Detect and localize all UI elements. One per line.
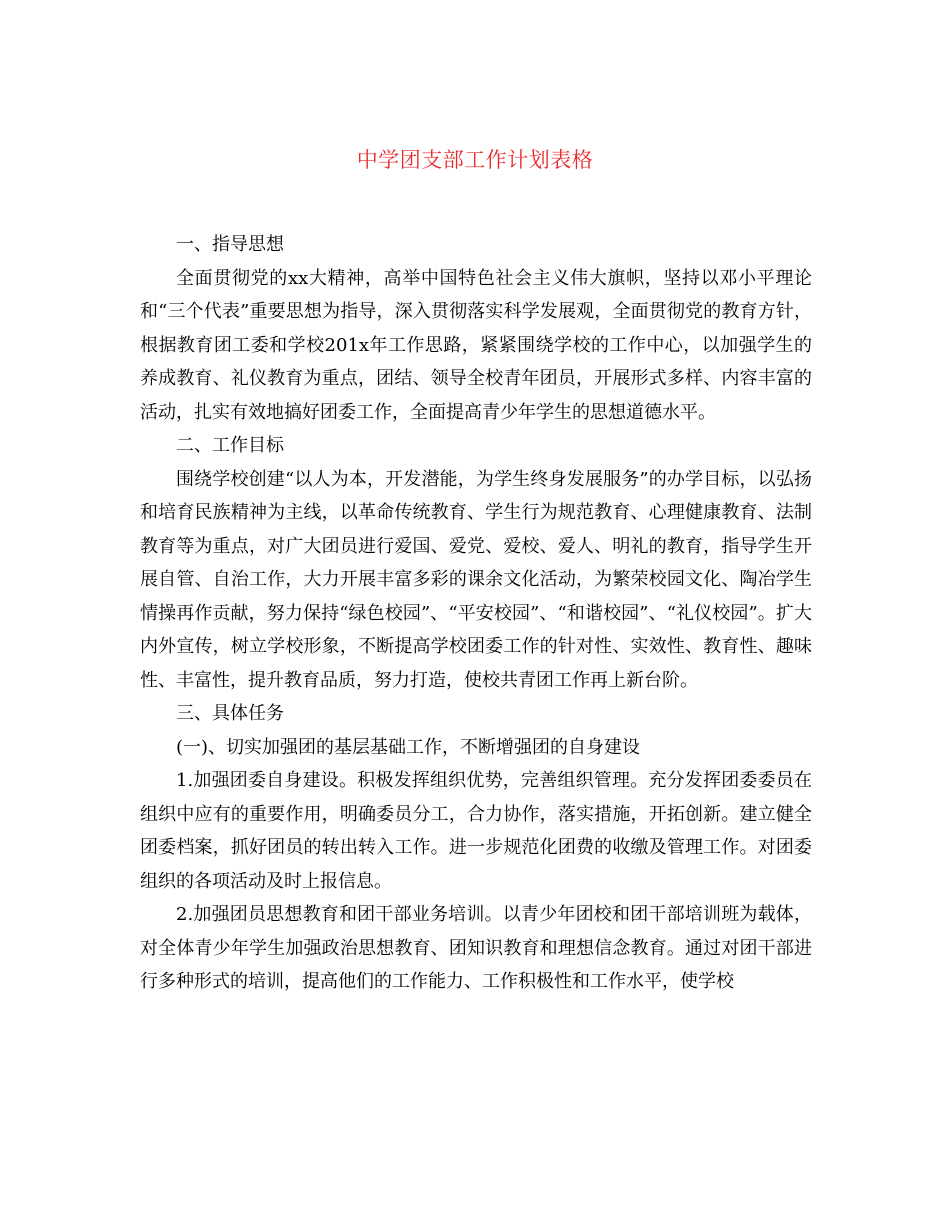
section-heading-guiding-ideology: 一、指导思想 [176,234,284,255]
section-heading-work-goals: 二、工作目标 [176,435,284,456]
section-heading-specific-tasks: 三、具体任务 [176,703,284,724]
paragraph-guiding-ideology: 全面贯彻党的xx大精神，高举中国特色社会主义伟大旗帜，坚持以邓小平理论和“三个代表”重要思想为指导，深入贯彻落实科学发展观，全面贯彻党的教育方针，根据教育团工委和学校201x年工作思路，紧紧围绕学校的工作中心，以加强学生的养成教育、礼仪教育为重点，团结、领导全校青年团员，开展形式多样、内容丰富的活动，扎实有效地搞好团委工作，全面提高青少年学生的思想道德水平。 [140,267,812,423]
paragraph-task-2: 2.加强团员思想教育和团干部业务培训。以青少年团校和团干部培训班为载体，对全体青少年学生加强政治思想教育、团知识教育和理想信念教育。通过对团干部进行多种形式的培训，提高他们的工作能力、工作积极性和工作水平，使学校 [140,904,812,992]
document-body [140,228,812,999]
subsection-heading-basic-work: (一)、切实加强团的基层基础工作，不断增强团的自身建设 [176,736,641,758]
document-title: 中学团支部工作计划表格 [356,148,594,172]
paragraph-work-goals: 围绕学校创建“以人为本，开发潜能，为学生终身发展服务”的办学目标，以弘扬和培育民族精神为主线，以革命传统教育、学生行为规范教育、心理健康教育、法制教育等为重点，对广大团员进行爱国、爱党、爱校、爱人、明礼的教育，指导学生开展自管、自治工作，大力开展丰富多彩的课余文化活动，为繁荣校园文化、陶冶学生情操再作贡献，努力保持“绿色校园”、“平安校园”、“和谐校园”、“礼仪校园”。扩大内外宣传，树立学校形象，不断提高学校团委工作的针对性、实效性、教育性、趣味性、丰富性，提升教育品质，努力打造，使校共青团工作再上新台阶。 [140,468,812,691]
paragraph-task-1: 1.加强团委自身建设。积极发挥组织优势，完善组织管理。充分发挥团委委员在组织中应有的重要作用，明确委员分工，合力协作，落实措施，开拓创新。建立健全团委档案，抓好团员的转出转入工作。进一步规范化团费的收缴及管理工作。对团委组织的各项活动及时上报信息。 [140,770,812,892]
